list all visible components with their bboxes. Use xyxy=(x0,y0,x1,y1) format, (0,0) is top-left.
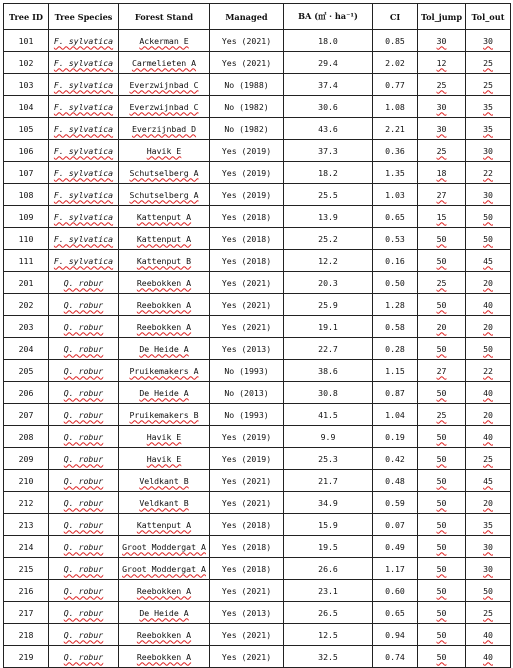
cell-managed: Yes (2021) xyxy=(210,492,284,514)
table-row xyxy=(4,294,511,316)
cell-ci: 0.94 xyxy=(373,624,418,646)
cell-tree-id: 201 xyxy=(4,272,49,294)
cell-tol-jump: 50 xyxy=(418,448,466,470)
cell-tree-species: Q. robur xyxy=(49,360,119,382)
cell-ci: 1.15 xyxy=(373,360,418,382)
cell-tree-species: Q. robur xyxy=(49,558,119,580)
cell-basal-area: 25.9 xyxy=(284,294,373,316)
cell-basal-area: 26.5 xyxy=(284,602,373,624)
cell-tol-jump: 50 xyxy=(418,228,466,250)
cell-managed: No (1982) xyxy=(210,96,284,118)
cell-basal-area: 12.2 xyxy=(284,250,373,272)
header-tol-jump: Tol_jump xyxy=(418,4,466,30)
cell-ci: 1.17 xyxy=(373,558,418,580)
cell-basal-area: 37.4 xyxy=(284,74,373,96)
table-row xyxy=(4,448,511,470)
cell-tol-jump: 50 xyxy=(418,536,466,558)
cell-ci: 0.36 xyxy=(373,140,418,162)
cell-tree-id: 109 xyxy=(4,206,49,228)
cell-tol-out: 45 xyxy=(466,250,511,272)
cell-tol-out: 35 xyxy=(466,96,511,118)
cell-forest-stand: Everzijnbad D xyxy=(119,118,210,140)
cell-managed: Yes (2018) xyxy=(210,558,284,580)
cell-tree-species: Q. robur xyxy=(49,294,119,316)
data-table-container xyxy=(3,3,510,668)
cell-tree-id: 203 xyxy=(4,316,49,338)
cell-tol-out: 25 xyxy=(466,602,511,624)
cell-tree-id: 210 xyxy=(4,470,49,492)
table-row xyxy=(4,272,511,294)
table-row xyxy=(4,74,511,96)
header-managed: Managed xyxy=(210,4,284,30)
table-row xyxy=(4,558,511,580)
cell-basal-area: 32.5 xyxy=(284,646,373,668)
table-row xyxy=(4,624,511,646)
cell-tol-jump: 50 xyxy=(418,470,466,492)
cell-tol-out: 30 xyxy=(466,184,511,206)
cell-basal-area: 30.8 xyxy=(284,382,373,404)
cell-basal-area: 18.0 xyxy=(284,30,373,52)
cell-forest-stand: Reebokken A xyxy=(119,580,210,602)
cell-tree-species: Q. robur xyxy=(49,536,119,558)
cell-managed: No (1988) xyxy=(210,74,284,96)
table-row xyxy=(4,426,511,448)
cell-tol-out: 20 xyxy=(466,272,511,294)
cell-tol-out: 40 xyxy=(466,382,511,404)
cell-managed: Yes (2021) xyxy=(210,580,284,602)
cell-basal-area: 29.4 xyxy=(284,52,373,74)
cell-tree-id: 110 xyxy=(4,228,49,250)
cell-tree-id: 209 xyxy=(4,448,49,470)
cell-managed: Yes (2013) xyxy=(210,338,284,360)
cell-basal-area: 23.1 xyxy=(284,580,373,602)
cell-basal-area: 13.9 xyxy=(284,206,373,228)
cell-forest-stand: Havik E xyxy=(119,140,210,162)
cell-managed: Yes (2018) xyxy=(210,228,284,250)
cell-ci: 0.49 xyxy=(373,536,418,558)
cell-basal-area: 19.1 xyxy=(284,316,373,338)
cell-ci: 1.28 xyxy=(373,294,418,316)
cell-tree-id: 202 xyxy=(4,294,49,316)
cell-tree-species: Q. robur xyxy=(49,338,119,360)
cell-ci: 0.19 xyxy=(373,426,418,448)
cell-tol-jump: 25 xyxy=(418,272,466,294)
cell-tree-species: Q. robur xyxy=(49,470,119,492)
table-row xyxy=(4,360,511,382)
cell-ci: 0.65 xyxy=(373,206,418,228)
cell-forest-stand: Reebokken A xyxy=(119,272,210,294)
cell-tol-out: 30 xyxy=(466,30,511,52)
cell-forest-stand: Havik E xyxy=(119,448,210,470)
cell-tol-jump: 50 xyxy=(418,558,466,580)
cell-tol-jump: 50 xyxy=(418,250,466,272)
cell-forest-stand: Everzwijnbad C xyxy=(119,74,210,96)
header-forest-stand: Forest Stand xyxy=(119,4,210,30)
cell-ci: 0.77 xyxy=(373,74,418,96)
cell-ci: 1.04 xyxy=(373,404,418,426)
cell-ci: 0.07 xyxy=(373,514,418,536)
cell-tree-species: F. sylvatica xyxy=(49,140,119,162)
table-row xyxy=(4,162,511,184)
tree-data-table xyxy=(3,3,511,668)
cell-tree-id: 104 xyxy=(4,96,49,118)
cell-managed: Yes (2019) xyxy=(210,426,284,448)
cell-tree-id: 102 xyxy=(4,52,49,74)
cell-tol-out: 50 xyxy=(466,206,511,228)
cell-managed: Yes (2021) xyxy=(210,470,284,492)
cell-ci: 2.02 xyxy=(373,52,418,74)
cell-tree-species: Q. robur xyxy=(49,316,119,338)
cell-managed: Yes (2018) xyxy=(210,206,284,228)
cell-tol-out: 22 xyxy=(466,162,511,184)
cell-forest-stand: Kattenput A xyxy=(119,206,210,228)
cell-tol-out: 50 xyxy=(466,228,511,250)
table-row xyxy=(4,338,511,360)
cell-ci: 2.21 xyxy=(373,118,418,140)
cell-tol-out: 30 xyxy=(466,140,511,162)
cell-ci: 0.58 xyxy=(373,316,418,338)
cell-tol-out: 20 xyxy=(466,316,511,338)
cell-tol-jump: 27 xyxy=(418,360,466,382)
cell-managed: No (1982) xyxy=(210,118,284,140)
cell-managed: Yes (2021) xyxy=(210,316,284,338)
cell-tol-out: 20 xyxy=(466,404,511,426)
cell-managed: Yes (2021) xyxy=(210,624,284,646)
cell-managed: No (1993) xyxy=(210,404,284,426)
cell-basal-area: 18.2 xyxy=(284,162,373,184)
cell-tree-id: 212 xyxy=(4,492,49,514)
cell-managed: Yes (2021) xyxy=(210,30,284,52)
cell-tol-jump: 30 xyxy=(418,118,466,140)
cell-managed: Yes (2021) xyxy=(210,294,284,316)
cell-tree-species: F. sylvatica xyxy=(49,30,119,52)
cell-tol-jump: 50 xyxy=(418,514,466,536)
cell-tol-jump: 20 xyxy=(418,316,466,338)
table-row xyxy=(4,646,511,668)
cell-tol-out: 25 xyxy=(466,448,511,470)
cell-forest-stand: Reebokken A xyxy=(119,646,210,668)
cell-tol-jump: 18 xyxy=(418,162,466,184)
cell-managed: Yes (2018) xyxy=(210,536,284,558)
cell-managed: Yes (2018) xyxy=(210,250,284,272)
cell-forest-stand: Schutselberg A xyxy=(119,184,210,206)
cell-tol-jump: 50 xyxy=(418,646,466,668)
cell-ci: 0.48 xyxy=(373,470,418,492)
cell-basal-area: 34.9 xyxy=(284,492,373,514)
cell-tol-jump: 30 xyxy=(418,96,466,118)
cell-tol-out: 22 xyxy=(466,360,511,382)
cell-basal-area: 30.6 xyxy=(284,96,373,118)
cell-basal-area: 25.5 xyxy=(284,184,373,206)
cell-tol-jump: 27 xyxy=(418,184,466,206)
cell-forest-stand: Reebokken A xyxy=(119,294,210,316)
cell-tree-id: 204 xyxy=(4,338,49,360)
cell-tol-jump: 15 xyxy=(418,206,466,228)
cell-forest-stand: Reebokken A xyxy=(119,624,210,646)
table-row xyxy=(4,52,511,74)
cell-tree-id: 219 xyxy=(4,646,49,668)
cell-forest-stand: Groot Moddergat A xyxy=(119,536,210,558)
cell-managed: Yes (2019) xyxy=(210,162,284,184)
table-row xyxy=(4,602,511,624)
cell-tree-species: Q. robur xyxy=(49,448,119,470)
cell-basal-area: 22.7 xyxy=(284,338,373,360)
table-row xyxy=(4,492,511,514)
cell-tol-out: 40 xyxy=(466,646,511,668)
cell-managed: Yes (2021) xyxy=(210,52,284,74)
cell-managed: Yes (2021) xyxy=(210,272,284,294)
cell-ci: 1.03 xyxy=(373,184,418,206)
table-row xyxy=(4,250,511,272)
cell-tree-species: Q. robur xyxy=(49,272,119,294)
cell-forest-stand: Carmelieten A xyxy=(119,52,210,74)
cell-tree-id: 215 xyxy=(4,558,49,580)
table-row xyxy=(4,316,511,338)
cell-tol-jump: 50 xyxy=(418,580,466,602)
cell-tree-species: F. sylvatica xyxy=(49,74,119,96)
cell-tol-jump: 12 xyxy=(418,52,466,74)
cell-tree-id: 107 xyxy=(4,162,49,184)
cell-tree-id: 206 xyxy=(4,382,49,404)
table-row xyxy=(4,228,511,250)
cell-forest-stand: Ackerman E xyxy=(119,30,210,52)
cell-forest-stand: Reebokken A xyxy=(119,316,210,338)
cell-tol-jump: 50 xyxy=(418,294,466,316)
cell-tree-species: F. sylvatica xyxy=(49,184,119,206)
cell-forest-stand: Veldkant B xyxy=(119,470,210,492)
cell-forest-stand: Pruikemakers B xyxy=(119,404,210,426)
cell-tree-id: 111 xyxy=(4,250,49,272)
cell-tol-jump: 30 xyxy=(418,30,466,52)
cell-tol-out: 30 xyxy=(466,558,511,580)
cell-ci: 0.16 xyxy=(373,250,418,272)
cell-tree-id: 101 xyxy=(4,30,49,52)
cell-tree-species: Q. robur xyxy=(49,492,119,514)
cell-tree-species: Q. robur xyxy=(49,382,119,404)
table-row xyxy=(4,118,511,140)
cell-tol-jump: 50 xyxy=(418,624,466,646)
cell-basal-area: 26.6 xyxy=(284,558,373,580)
cell-managed: Yes (2019) xyxy=(210,184,284,206)
cell-managed: No (2013) xyxy=(210,382,284,404)
cell-tree-species: Q. robur xyxy=(49,426,119,448)
cell-forest-stand: De Heide A xyxy=(119,382,210,404)
cell-tree-species: F. sylvatica xyxy=(49,250,119,272)
cell-tree-species: Q. robur xyxy=(49,514,119,536)
cell-tree-id: 103 xyxy=(4,74,49,96)
cell-tree-species: F. sylvatica xyxy=(49,118,119,140)
cell-forest-stand: Schutselberg A xyxy=(119,162,210,184)
cell-ci: 0.74 xyxy=(373,646,418,668)
cell-tree-id: 214 xyxy=(4,536,49,558)
cell-tol-out: 40 xyxy=(466,624,511,646)
cell-forest-stand: Kattenput A xyxy=(119,228,210,250)
cell-tree-species: F. sylvatica xyxy=(49,162,119,184)
cell-forest-stand: Groot Moddergat A xyxy=(119,558,210,580)
table-row xyxy=(4,96,511,118)
cell-tree-id: 108 xyxy=(4,184,49,206)
cell-tol-out: 40 xyxy=(466,426,511,448)
cell-tol-out: 35 xyxy=(466,118,511,140)
cell-forest-stand: Havik E xyxy=(119,426,210,448)
cell-tol-out: 40 xyxy=(466,294,511,316)
cell-basal-area: 19.5 xyxy=(284,536,373,558)
cell-ci: 0.65 xyxy=(373,602,418,624)
cell-tree-id: 208 xyxy=(4,426,49,448)
table-header-row xyxy=(4,4,511,30)
table-row xyxy=(4,580,511,602)
cell-tol-out: 50 xyxy=(466,580,511,602)
cell-forest-stand: Everzwijnbad C xyxy=(119,96,210,118)
table-row xyxy=(4,140,511,162)
cell-tol-out: 20 xyxy=(466,492,511,514)
table-row xyxy=(4,206,511,228)
header-ci: CI xyxy=(373,4,418,30)
cell-ci: 0.53 xyxy=(373,228,418,250)
cell-tol-out: 50 xyxy=(466,338,511,360)
cell-tol-jump: 25 xyxy=(418,404,466,426)
cell-tree-id: 105 xyxy=(4,118,49,140)
cell-tree-species: Q. robur xyxy=(49,602,119,624)
cell-forest-stand: Kattenput A xyxy=(119,514,210,536)
cell-tol-out: 25 xyxy=(466,74,511,96)
cell-ci: 0.50 xyxy=(373,272,418,294)
cell-tol-jump: 50 xyxy=(418,382,466,404)
cell-basal-area: 15.9 xyxy=(284,514,373,536)
cell-tree-id: 207 xyxy=(4,404,49,426)
cell-managed: Yes (2021) xyxy=(210,646,284,668)
cell-forest-stand: Veldkant B xyxy=(119,492,210,514)
cell-tree-species: F. sylvatica xyxy=(49,206,119,228)
cell-forest-stand: Pruikemakers A xyxy=(119,360,210,382)
cell-ci: 0.28 xyxy=(373,338,418,360)
cell-tol-out: 30 xyxy=(466,536,511,558)
cell-tree-species: Q. robur xyxy=(49,624,119,646)
cell-ci: 0.59 xyxy=(373,492,418,514)
cell-basal-area: 25.3 xyxy=(284,448,373,470)
table-row xyxy=(4,382,511,404)
cell-tree-id: 213 xyxy=(4,514,49,536)
cell-tol-jump: 25 xyxy=(418,140,466,162)
cell-tree-id: 106 xyxy=(4,140,49,162)
header-tol-out: Tol_out xyxy=(466,4,511,30)
cell-managed: Yes (2019) xyxy=(210,140,284,162)
cell-tol-jump: 25 xyxy=(418,74,466,96)
table-body xyxy=(4,30,511,668)
cell-tol-out: 25 xyxy=(466,52,511,74)
cell-tree-id: 216 xyxy=(4,580,49,602)
cell-ci: 1.08 xyxy=(373,96,418,118)
cell-ci: 0.60 xyxy=(373,580,418,602)
cell-tol-jump: 50 xyxy=(418,338,466,360)
cell-basal-area: 43.6 xyxy=(284,118,373,140)
header-tree-id: Tree ID xyxy=(4,4,49,30)
cell-basal-area: 9.9 xyxy=(284,426,373,448)
cell-managed: Yes (2018) xyxy=(210,514,284,536)
cell-basal-area: 20.3 xyxy=(284,272,373,294)
cell-forest-stand: Kattenput B xyxy=(119,250,210,272)
cell-tree-id: 218 xyxy=(4,624,49,646)
cell-ci: 0.42 xyxy=(373,448,418,470)
table-row xyxy=(4,404,511,426)
cell-ci: 0.85 xyxy=(373,30,418,52)
cell-basal-area: 41.5 xyxy=(284,404,373,426)
cell-basal-area: 38.6 xyxy=(284,360,373,382)
cell-tree-species: Q. robur xyxy=(49,404,119,426)
cell-forest-stand: De Heide A xyxy=(119,602,210,624)
cell-basal-area: 37.3 xyxy=(284,140,373,162)
cell-tol-out: 45 xyxy=(466,470,511,492)
table-row xyxy=(4,30,511,52)
cell-managed: Yes (2019) xyxy=(210,448,284,470)
cell-basal-area: 12.5 xyxy=(284,624,373,646)
cell-tree-species: F. sylvatica xyxy=(49,52,119,74)
cell-tol-jump: 50 xyxy=(418,492,466,514)
cell-tree-species: F. sylvatica xyxy=(49,96,119,118)
header-basal-area: BA (㎡ · ha⁻¹) xyxy=(284,4,373,30)
table-row xyxy=(4,184,511,206)
cell-tol-jump: 50 xyxy=(418,426,466,448)
cell-forest-stand: De Heide A xyxy=(119,338,210,360)
table-row xyxy=(4,536,511,558)
cell-ci: 1.35 xyxy=(373,162,418,184)
cell-tree-species: F. sylvatica xyxy=(49,228,119,250)
cell-tree-species: Q. robur xyxy=(49,580,119,602)
cell-tol-jump: 50 xyxy=(418,602,466,624)
cell-tree-id: 205 xyxy=(4,360,49,382)
cell-basal-area: 25.2 xyxy=(284,228,373,250)
cell-tree-id: 217 xyxy=(4,602,49,624)
cell-basal-area: 21.7 xyxy=(284,470,373,492)
table-row xyxy=(4,470,511,492)
cell-tol-out: 35 xyxy=(466,514,511,536)
cell-ci: 0.87 xyxy=(373,382,418,404)
table-row xyxy=(4,514,511,536)
cell-tree-species: Q. robur xyxy=(49,646,119,668)
cell-managed: Yes (2013) xyxy=(210,602,284,624)
cell-managed: No (1993) xyxy=(210,360,284,382)
header-tree-species: Tree Species xyxy=(49,4,119,30)
